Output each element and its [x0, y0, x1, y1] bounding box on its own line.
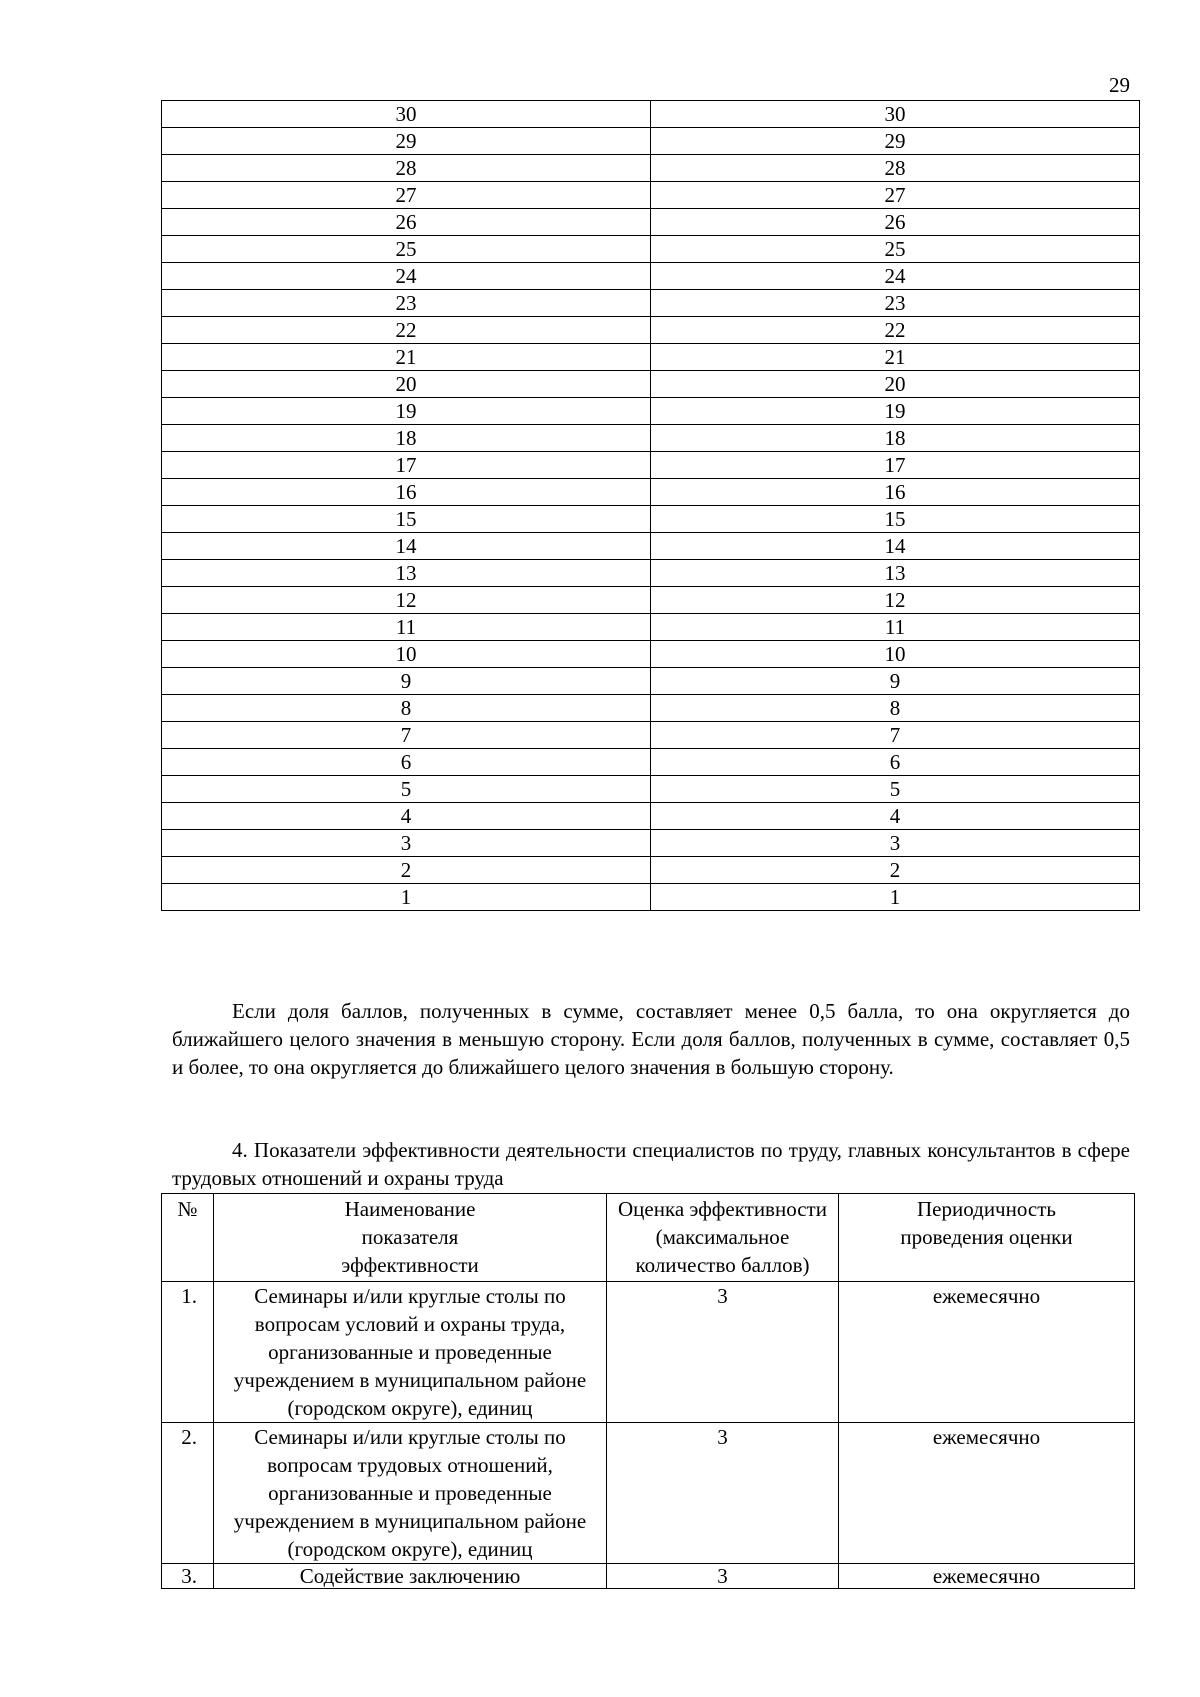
table-row: [162, 101, 1140, 128]
score-cell-left: 30: [162, 101, 651, 128]
score-cell-right: 3: [651, 830, 1140, 857]
table-row: [162, 371, 1140, 398]
score-cell-right: 13: [651, 560, 1140, 587]
score-cell-right: 2: [651, 857, 1140, 884]
score-cell-left: 24: [162, 263, 651, 290]
score-cell-right: 23: [651, 290, 1140, 317]
indicator-period-cell: ежемесячно: [839, 1564, 1135, 1589]
header-score: Оценка эффективности (максимальное количество баллов): [607, 1194, 839, 1282]
score-cell-left: 8: [162, 695, 651, 722]
score-cell-right: 25: [651, 236, 1140, 263]
score-cell-left: 11: [162, 614, 651, 641]
score-cell-right: 22: [651, 317, 1140, 344]
score-cell-right: 7: [651, 722, 1140, 749]
score-cell-left: 26: [162, 209, 651, 236]
score-table: [161, 100, 1140, 911]
table-row: [162, 128, 1140, 155]
table-row: [162, 182, 1140, 209]
table-row: [162, 317, 1140, 344]
table-row: [162, 236, 1140, 263]
indicator-number-cell: 1.: [162, 1282, 214, 1423]
score-cell-left: 2: [162, 857, 651, 884]
table-row: [162, 263, 1140, 290]
table-row: [162, 425, 1140, 452]
header-name: [214, 1194, 607, 1282]
score-cell-left: 17: [162, 452, 651, 479]
table-row: [162, 695, 1140, 722]
table-row: [162, 209, 1140, 236]
indicator-score-cell: 3: [607, 1423, 839, 1564]
score-cell-right: 1: [651, 884, 1140, 911]
score-cell-left: 19: [162, 398, 651, 425]
header-row: [162, 1194, 1135, 1282]
score-cell-right: 26: [651, 209, 1140, 236]
header-period: [839, 1194, 1135, 1282]
header-number: №: [162, 1194, 214, 1282]
table-row: [162, 560, 1140, 587]
page-number: 29: [1109, 73, 1130, 97]
score-cell-right: 28: [651, 155, 1140, 182]
score-cell-left: 13: [162, 560, 651, 587]
score-cell-right: 10: [651, 641, 1140, 668]
score-cell-right: 30: [651, 101, 1140, 128]
header-name-text: Наименование показателя эффективности: [341, 1197, 479, 1277]
indicator-name-cell: Семинары и/или круглые столы по вопросам трудовых отношений, организованные и проведенные учреждением в муниципальном районе (городском округе), единиц: [214, 1423, 607, 1564]
table-row: [162, 1423, 1135, 1564]
score-cell-right: 24: [651, 263, 1140, 290]
table-row: [162, 479, 1140, 506]
score-cell-left: 21: [162, 344, 651, 371]
score-cell-right: 4: [651, 803, 1140, 830]
score-cell-left: 1: [162, 884, 651, 911]
score-cell-left: 22: [162, 317, 651, 344]
score-cell-left: 3: [162, 830, 651, 857]
table-row: [162, 398, 1140, 425]
header-period-text: Периодичность проведения оценки: [900, 1197, 1073, 1249]
score-cell-left: 20: [162, 371, 651, 398]
table-row: [162, 290, 1140, 317]
table-row: [162, 722, 1140, 749]
table-row: [162, 1564, 1135, 1589]
table-row: [162, 587, 1140, 614]
table-row: [162, 1282, 1135, 1423]
table-row: [162, 668, 1140, 695]
score-cell-right: 29: [651, 128, 1140, 155]
score-cell-right: 5: [651, 776, 1140, 803]
score-table-body: [162, 101, 1140, 911]
score-cell-left: 14: [162, 533, 651, 560]
score-cell-left: 29: [162, 128, 651, 155]
table-row: [162, 641, 1140, 668]
score-cell-left: 9: [162, 668, 651, 695]
indicator-score-cell: 3: [607, 1282, 839, 1423]
indicators-table-body: [162, 1282, 1135, 1589]
score-cell-left: 27: [162, 182, 651, 209]
table-row: [162, 533, 1140, 560]
score-cell-right: 27: [651, 182, 1140, 209]
score-cell-left: 10: [162, 641, 651, 668]
score-cell-left: 18: [162, 425, 651, 452]
table-row: [162, 803, 1140, 830]
table-row: [162, 155, 1140, 182]
score-cell-left: 12: [162, 587, 651, 614]
table-row: [162, 344, 1140, 371]
table-row: [162, 614, 1140, 641]
table-row: [162, 884, 1140, 911]
indicator-period-cell: ежемесячно: [839, 1282, 1135, 1423]
score-cell-right: 8: [651, 695, 1140, 722]
indicator-period-cell: ежемесячно: [839, 1423, 1135, 1564]
indicator-number-cell: 3.: [162, 1564, 214, 1589]
score-cell-left: 23: [162, 290, 651, 317]
score-cell-right: 9: [651, 668, 1140, 695]
score-cell-right: 17: [651, 452, 1140, 479]
score-cell-left: 15: [162, 506, 651, 533]
score-cell-left: 16: [162, 479, 651, 506]
score-cell-left: 5: [162, 776, 651, 803]
table-row: [162, 857, 1140, 884]
score-cell-left: 25: [162, 236, 651, 263]
score-cell-left: 6: [162, 749, 651, 776]
score-cell-left: 28: [162, 155, 651, 182]
score-cell-right: 16: [651, 479, 1140, 506]
indicator-name-cell: Содействие заключению: [214, 1564, 607, 1589]
score-cell-right: 12: [651, 587, 1140, 614]
score-cell-right: 14: [651, 533, 1140, 560]
indicators-table: [161, 1193, 1135, 1589]
section-heading: 4. Показатели эффективности деятельности специалистов по труду, главных консультантов в сфере трудовых отношений и охраны труда: [172, 1138, 1130, 1190]
table-row: [162, 830, 1140, 857]
score-cell-right: 20: [651, 371, 1140, 398]
score-cell-left: 4: [162, 803, 651, 830]
score-cell-left: 7: [162, 722, 651, 749]
table-row: [162, 776, 1140, 803]
score-cell-right: 6: [651, 749, 1140, 776]
score-cell-right: 19: [651, 398, 1140, 425]
score-cell-right: 15: [651, 506, 1140, 533]
indicators-table-header: [162, 1194, 1135, 1282]
table-row: [162, 749, 1140, 776]
indicator-score-cell: 3: [607, 1564, 839, 1589]
score-cell-right: 18: [651, 425, 1140, 452]
indicator-number-cell: 2.: [162, 1423, 214, 1564]
rounding-rule-paragraph: Если доля баллов, полученных в сумме, составляет менее 0,5 балла, то она округляется до ближайшего целого значения в меньшую сторону. Если доля баллов, полученных в сумме, составляет 0,5 и более, то она округляется до ближайшего целого значения в большую сторону.: [172, 999, 1130, 1079]
table-row: [162, 506, 1140, 533]
score-cell-right: 21: [651, 344, 1140, 371]
indicator-name-cell: Семинары и/или круглые столы по вопросам условий и охраны труда, организованные и проведенные учреждением в муниципальном районе (городском округе), единиц: [214, 1282, 607, 1423]
table-row: [162, 452, 1140, 479]
score-cell-right: 11: [651, 614, 1140, 641]
